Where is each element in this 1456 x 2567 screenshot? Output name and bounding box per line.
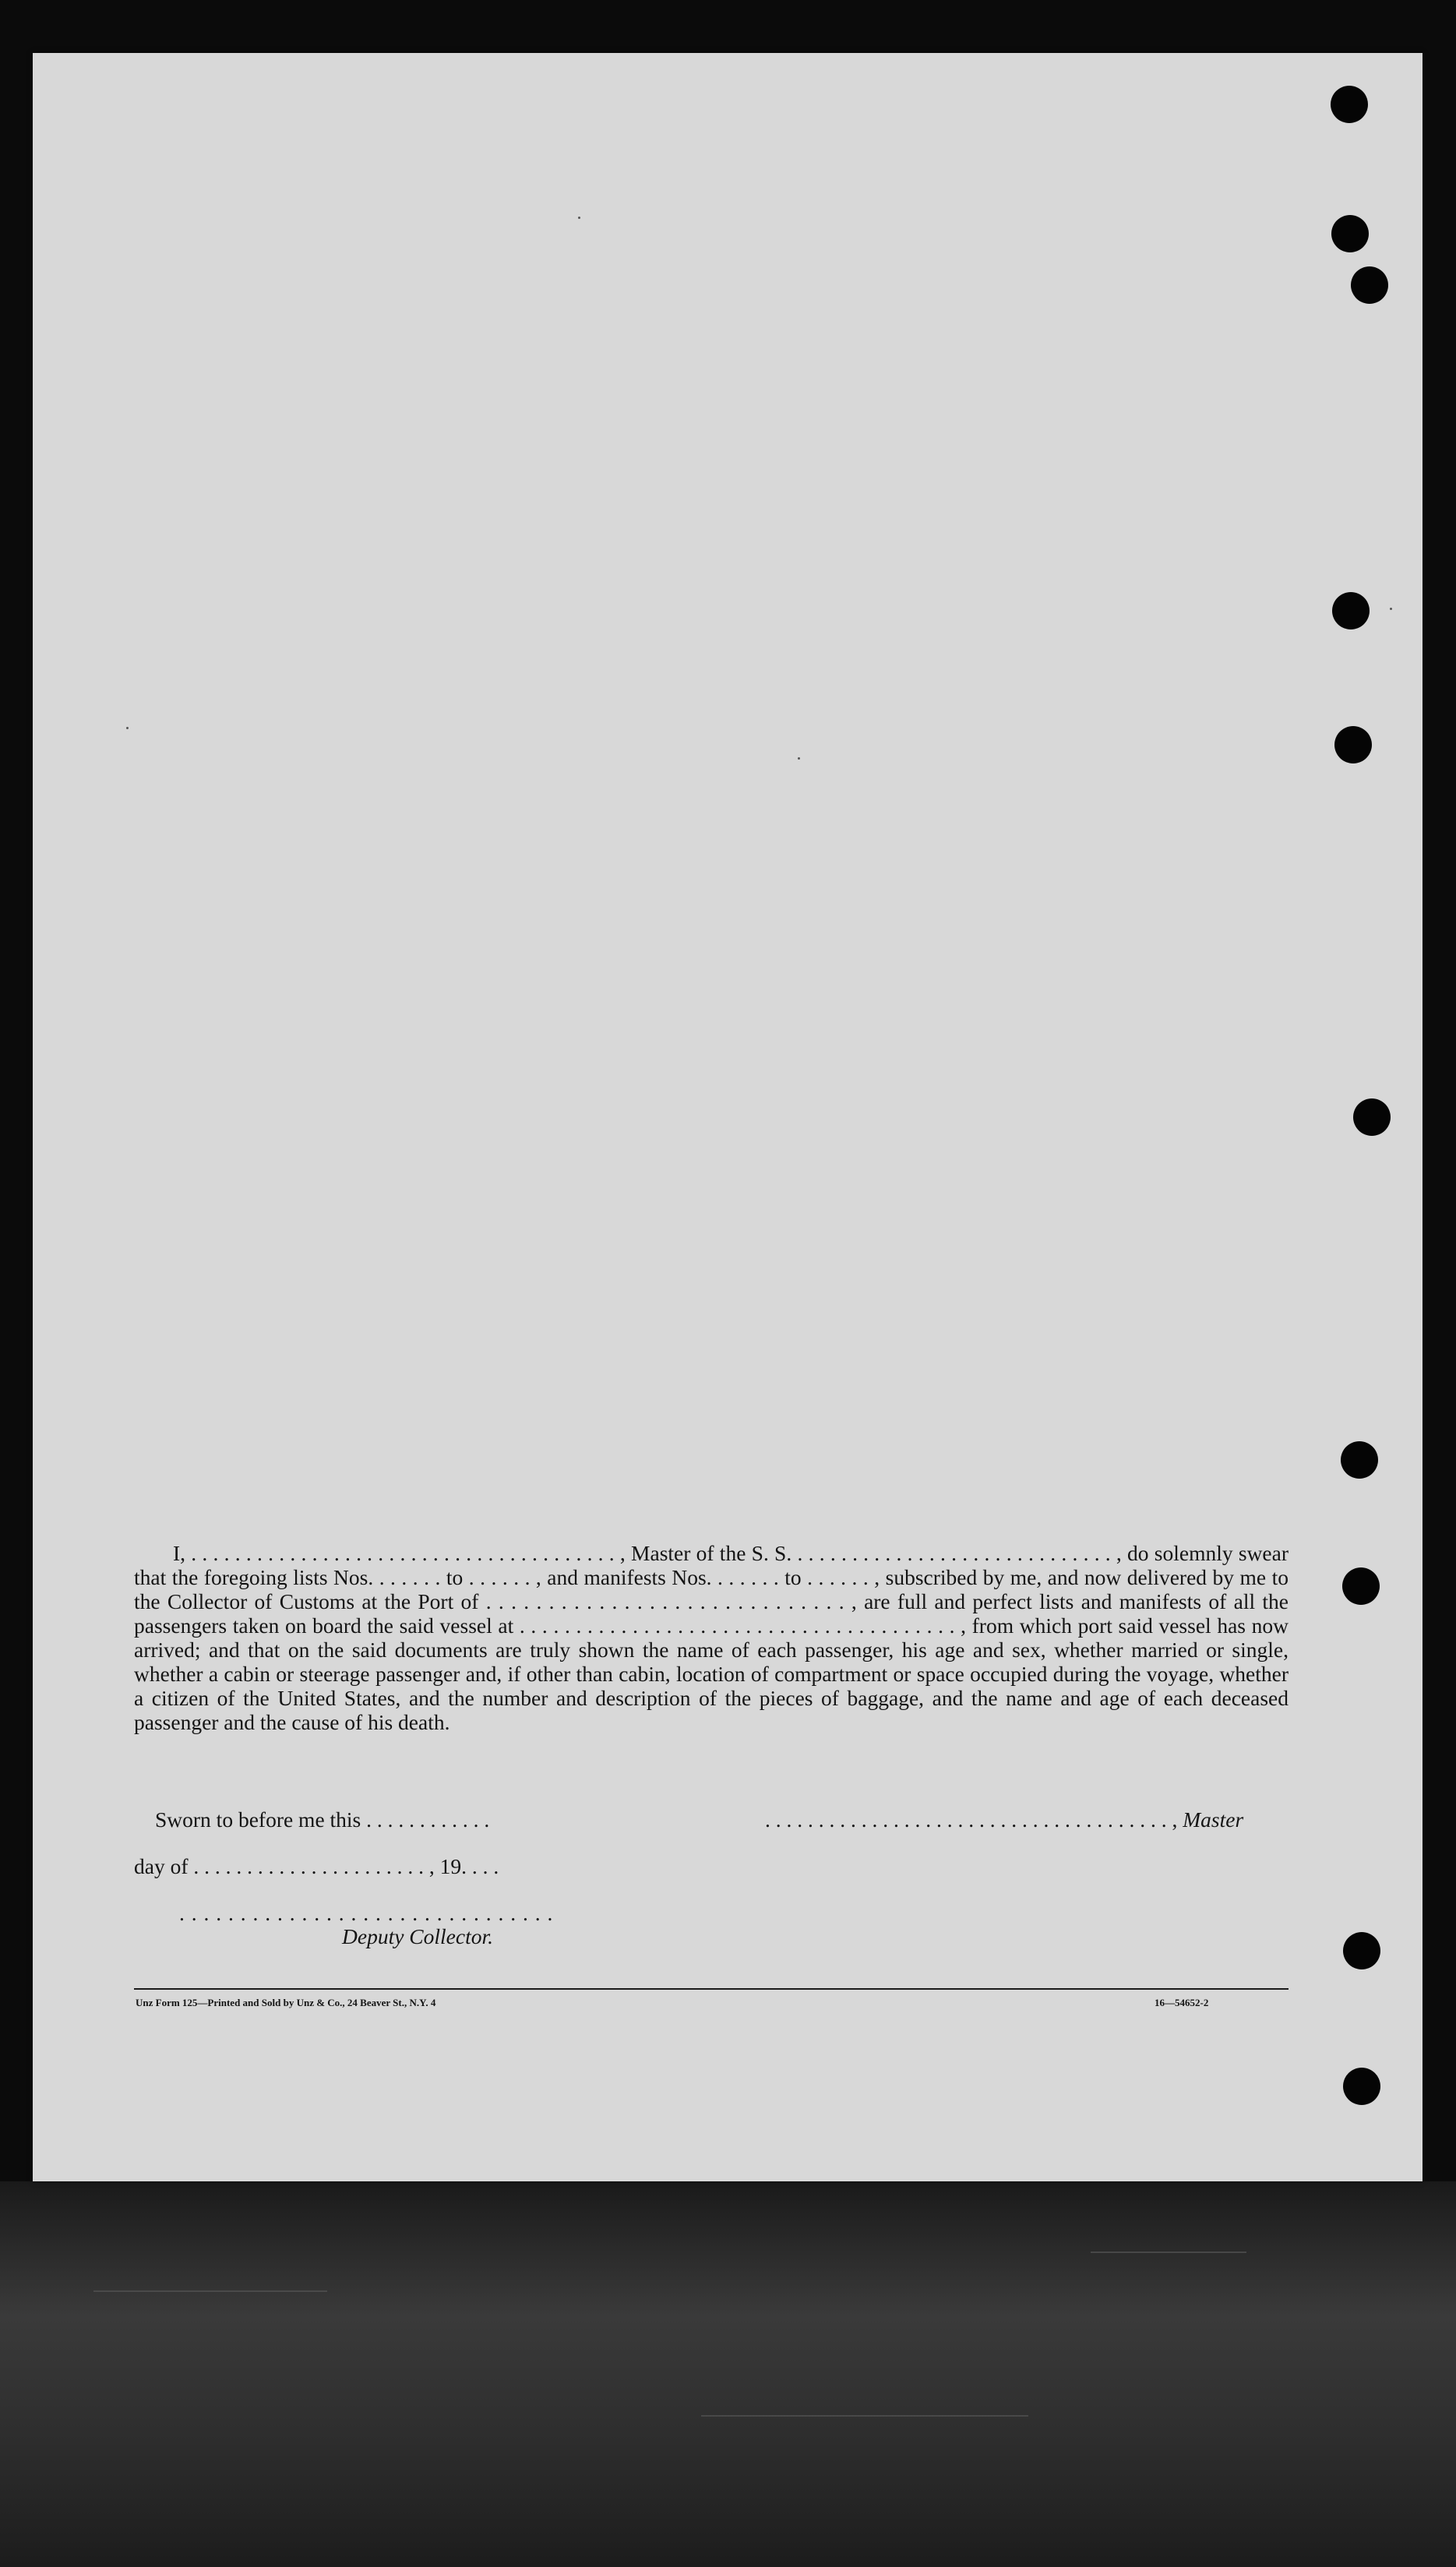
master-signature-line: [765, 1807, 1243, 1832]
scan-streak: [701, 2415, 1028, 2417]
oath-text: I, . . . . . . . . . . . . . . . . . . . . . . . . . . . . . . . . . . . . . . . , Master of the S. S. . . . . . . . . . . . . . . . . . . . . . . . . . . . . . , do solemnly swear that the foregoing lists Nos. . . . . . . to . . . . . . , and manifests Nos. . . . . . . to . . . . . . , subscribed by me, and now delivered by me to the Collector of Customs at the Port of . . . . . . . . . . . . . . . . . . . . . . . . . . . . . , are full and perfect lists and manifests of all the passengers taken on board the said vessel at . . . . . . . . . . . . . . . . . . . . . . . . . . . . . . . . . . . . . . . , from which port said vessel has now arrived; and that on the said documents are truly shown the name of each passenger, his age and sex, whether married or single, whether a cabin or steerage passenger and, if other than cabin, location of compartment or space occupied during the voyage, whether a citizen of the United States, and the number and description of the pieces of baggage, and the name and age of each deceased passenger and the cause of his death.: [134, 1541, 1289, 1734]
collector-signature-dots: . . . . . . . . . . . . . . . . . . . . . . . . . . . . . . .: [179, 1901, 554, 1925]
punch-hole: [1343, 1932, 1380, 1969]
scan-speck: [126, 727, 129, 729]
punch-hole: [1351, 266, 1388, 304]
punch-hole: [1342, 1567, 1380, 1605]
master-label: Master: [1183, 1807, 1244, 1832]
scan-speck: [798, 757, 800, 760]
scan-streak: [1091, 2251, 1246, 2253]
punch-hole: [1331, 86, 1368, 123]
scan-speck: [1390, 608, 1392, 610]
punch-hole: [1343, 2068, 1380, 2105]
manifest-page: [33, 53, 1423, 2181]
sworn-before-line: Sworn to before me this . . . . . . . . . . . .: [155, 1807, 490, 1832]
oath-paragraph: [134, 1541, 1289, 1734]
printer-imprint: Unz Form 125—Printed and Sold by Unz & Co., 24 Beaver St., N.Y. 4: [136, 1997, 436, 2008]
day-of-line: day of . . . . . . . . . . . . . . . . . . . . . . , 19. . . .: [134, 1854, 499, 1878]
scan-speck: [578, 217, 580, 219]
scanner-background: [0, 2181, 1456, 2567]
punch-hole: [1353, 1098, 1391, 1136]
punch-hole: [1341, 1441, 1378, 1479]
punch-hole: [1332, 592, 1370, 629]
scan-streak: [93, 2290, 327, 2292]
punch-hole: [1334, 726, 1372, 763]
punch-hole: [1331, 215, 1369, 252]
deputy-collector-label: Deputy Collector.: [342, 1924, 493, 1948]
footer-rule: [134, 1988, 1289, 1990]
master-dots: . . . . . . . . . . . . . . . . . . . . . . . . . . . . . . . . . . . . . . ,: [765, 1807, 1178, 1832]
form-number: 16—54652-2: [1155, 1997, 1209, 2008]
